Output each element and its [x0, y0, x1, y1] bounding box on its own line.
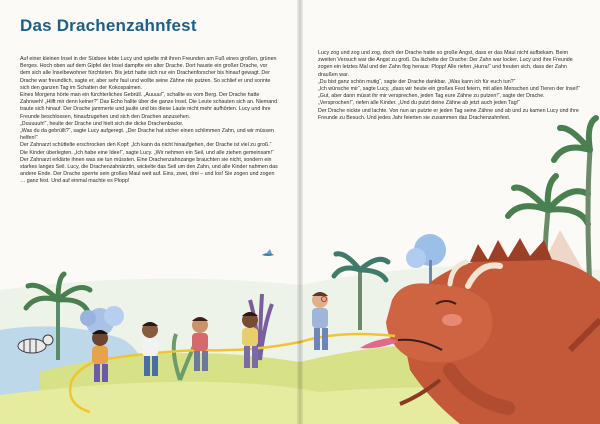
- paragraph: „Du bist ganz schön mutig“, sagte der Drache dankbar. „Was kann ich für euch tun?“: [318, 78, 516, 85]
- paragraph: „Gut, aber dann müsst ihr mir versprechen, jeden Tag eure Zähne zu putzen!“, sagte der Drache.: [318, 93, 545, 100]
- paragraph: Der Zahnarzt schüttelte erschrocken den Kopf: „Ich kann da nicht hinaufgehen, der Drache ist viel zu groß.“ Die Kinder überlegten. „Ich habe eine Idee!“, sagte Lucy. „Wir nehmen ein Seil, und alle ziehen gemeinsam!“: [20, 142, 274, 156]
- paragraph: Der Zahnarzt erklärte ihnen was sie tun müssten. Eine Drachenzahnzange brauchten sie nicht, sondern ein starkes langes Seil. Lucy, die Drachenzahnärztin, wickelte das Seil um den Zahn, und alle Kinder nahmen das andere Ende. Der Drache sperrte sein großes Maul weit auf. Eins, zwei, drei – und los! Sie zogen und zogen … ganz fest. Und auf einmal machte es Plopp!: [20, 156, 278, 185]
- story-title: Das Drachenzahnfest: [20, 16, 197, 35]
- paragraph: Eines Morgens hörte man ein fürchterliches Gebrüll. „Auuuu!“, schallte es vom Berg. Der Drache hatte Zahnweh! „Hilft mir denn keiner?“ Das Echo hallte über die ganze Insel. Die Leute schauten sich an. Niemand traute sich hinauf. Der Drache jammerte und jaulte und bis diese Laute nicht mehr aufhörten. Lucy und ihre Freunde beschlossen, hinaufzugehen und sich den Drachen anzusehen.: [20, 92, 278, 120]
- right-page: [301, 0, 600, 424]
- right-page-text: [318, 50, 580, 122]
- paragraph: Der Drache nickte und lachte. Von nun an putzte er jeden Tag seine Zähne und ab und zu kamen Lucy und ihre Freunde zu Besuch. Und jedes Jahr feierten sie zusammen das Drachenzahnfest.: [318, 107, 579, 121]
- paragraph: „Versprochen!“, riefen alle Kinder. „Und du putzt deine Zähne ab jetzt auch jeden Tag!“: [318, 100, 520, 107]
- paragraph: „Duuuuuh!“, heulte der Drache und hielt sich die dicke Drachenbacke.: [20, 120, 184, 127]
- left-page: [0, 0, 299, 424]
- book-gutter: [297, 0, 303, 424]
- paragraph: „Ich wünsche mir“, sagte Lucy, „dass wir heute ein großes Fest feiern, mit allen Menschen und Tieren der Insel!“: [318, 86, 580, 93]
- paragraph: „Was du da gebrüllt?“, sagte Lucy aufgeregt. „Der Drache hat sicher einen schlimmen Zahn, und wir müssen helfen!“: [20, 128, 274, 142]
- paragraph: Auf einer kleinen Insel in der Südsee lebte Lucy und spielte mit ihren Freunden am Fuß eines großen, grünen Berges. Hoch oben auf dem Gipfel der Insel dampfte ein alter Drache. Dort hauste ein großer Drache, vor dem sich alle Inselbewohner fürchteten. Bis jetzt hatte sich nur ein Drachenforscher bis hinauf gewagt. Der Drache war freundlich, sagte er, aber sehr faul und wollte seine Zähne nie putzen. So schlief er und sonnte sich den ganzen Tag im Schatten der Kokospalmen.: [20, 56, 277, 91]
- left-page-text: [20, 56, 278, 186]
- paragraph: Lucy zog und zog und zog, doch der Drache hatte so große Angst, dass er das Maul nicht aufbekam. Beim zweiten Versuch war die Angst zu groß. Da lächelte der Drache: Der Zahn war locker, Lucy und ihre Freunde zogen ein letztes Mal und der Zahn flog heraus: Plopp! Alle riefen „Hurra!“ und freuten sich, dass der Zahn draußen war.: [318, 50, 573, 78]
